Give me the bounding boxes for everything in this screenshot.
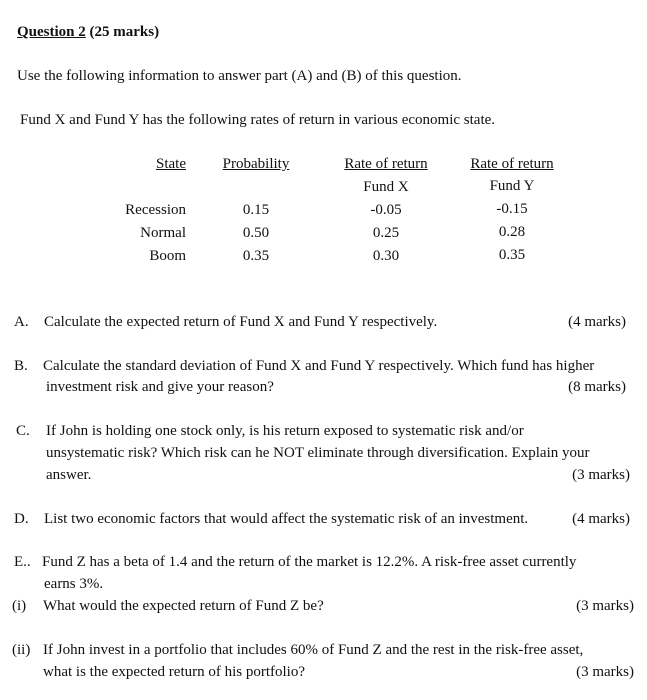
question-e-ii-line-2: what is the expected return of his portfolio?: [43, 664, 306, 680]
table-cell-fund-y: 0.28: [498, 224, 526, 240]
table-header-return-y: Rate of return: [470, 156, 554, 172]
question-e-line-2: earns 3%.: [44, 576, 104, 592]
table-cell-state: Boom: [149, 248, 186, 264]
question-b-label: B.: [14, 358, 28, 374]
question-c-line-1: If John is holding one stock only, is his return exposed to systematic risk and/or: [46, 423, 524, 439]
question-e-i-marks: (3 marks): [576, 598, 634, 614]
question-e-ii-line-1: If John invest in a portfolio that includes 60% of Fund Z and the rest in the risk-free asset,: [43, 642, 584, 658]
intro-line-2: Fund X and Fund Y has the following rates of return in various economic state.: [20, 112, 496, 128]
question-e-i-label: (i): [12, 598, 27, 614]
question-e-line-1: Fund Z has a beta of 1.4 and the return of the market is 12.2%. A risk-free asset currently: [42, 554, 577, 570]
question-c-line-3: answer.: [46, 467, 92, 483]
table-cell-fund-y: -0.15: [496, 201, 528, 217]
table-subheader-fund-y: Fund Y: [489, 178, 535, 194]
table-cell-probability: 0.50: [242, 225, 270, 241]
table-cell-state: Recession: [125, 202, 186, 218]
table-header-return-x: Rate of return: [344, 156, 428, 172]
question-c-line-2: unsystematic risk? Which risk can he NOT eliminate through diversification. Explain your: [46, 445, 590, 461]
question-e-i-line-1: What would the expected return of Fund Z be?: [43, 598, 324, 614]
table-cell-fund-x: 0.30: [372, 248, 400, 264]
question-number: Question 2: [17, 24, 86, 40]
table-header-probability: Probability: [222, 156, 290, 172]
question-a-line-1: Calculate the expected return of Fund X and Fund Y respectively.: [44, 314, 438, 330]
question-d-line-1: List two economic factors that would affect the systematic risk of an investment.: [44, 511, 529, 527]
table-cell-fund-x: 0.25: [372, 225, 400, 241]
question-c-marks: (3 marks): [572, 467, 630, 483]
question-e-ii-marks: (3 marks): [576, 664, 634, 680]
table-cell-probability: 0.15: [242, 202, 270, 218]
table-cell-fund-x: -0.05: [370, 202, 402, 218]
question-d-marks: (4 marks): [572, 511, 630, 527]
question-d-label: D.: [14, 511, 29, 527]
question-b-line-2: investment risk and give your reason?: [46, 379, 274, 395]
question-a-label: A.: [14, 314, 29, 330]
table-cell-fund-y: 0.35: [498, 247, 526, 263]
question-e-label: E..: [14, 554, 31, 570]
question-b-line-1: Calculate the standard deviation of Fund X and Fund Y respectively. Which fund has higher: [43, 358, 595, 374]
question-e-ii-label: (ii): [12, 642, 31, 658]
question-heading: [17, 23, 159, 41]
table-header-state: State: [156, 156, 186, 172]
question-c-label: C.: [16, 423, 30, 439]
question-b-marks: (8 marks): [568, 379, 626, 395]
table-cell-probability: 0.35: [242, 248, 270, 264]
intro-line-1: Use the following information to answer part (A) and (B) of this question.: [17, 68, 462, 84]
table-cell-state: Normal: [140, 225, 186, 241]
question-total-marks: (25 marks): [89, 24, 160, 40]
table-subheader-fund-x: Fund X: [363, 179, 409, 195]
question-a-marks: (4 marks): [568, 314, 626, 330]
